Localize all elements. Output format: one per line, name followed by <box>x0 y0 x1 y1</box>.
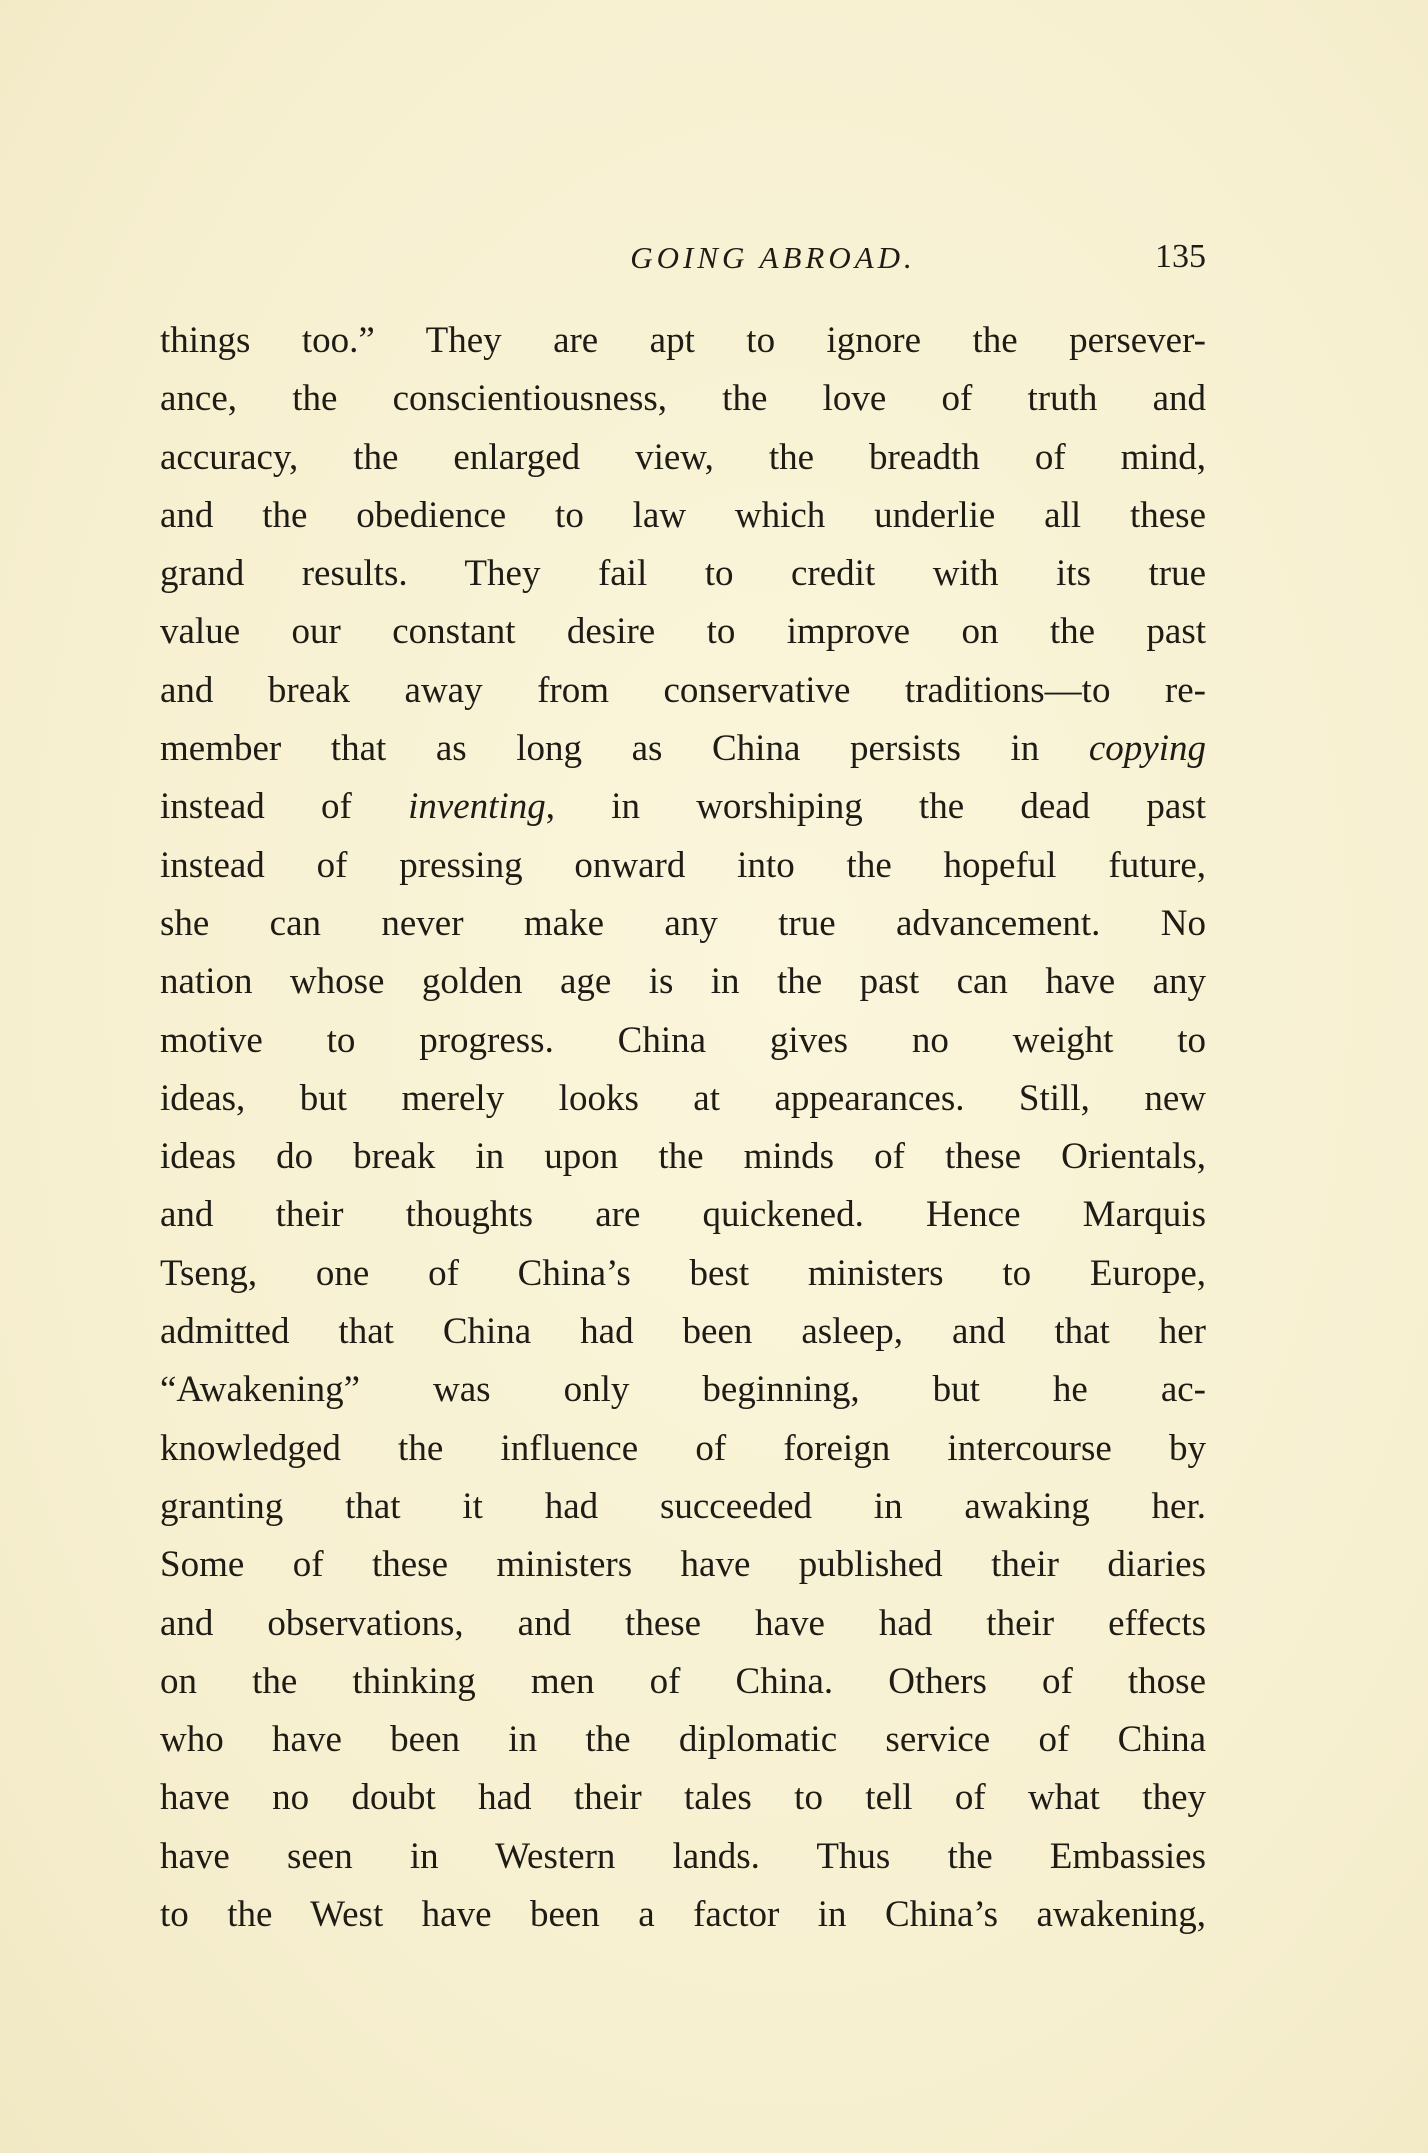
text-line-13: motive to progress. China gives no weight to <box>160 1019 1206 1061</box>
text-line-7: and break away from conservative traditions—to re- <box>160 669 1206 711</box>
text-line-15: ideas do break in upon the minds of these Orientals, <box>160 1136 1206 1178</box>
text-line-9-start: instead of <box>160 786 409 828</box>
text-line-12: nation whose golden age is in the past can have any <box>160 961 1206 1003</box>
text-line-8 <box>160 720 1206 778</box>
text-line-25: who have been in the diplomatic service of China <box>160 1719 1206 1761</box>
text-line-10: instead of pressing onward into the hopeful future, <box>160 844 1206 886</box>
text-line-6: value our constant desire to improve on the past <box>160 611 1206 653</box>
text-line-4: and the obedience to law which underlie all these <box>160 494 1206 536</box>
text-line-23: and observations, and these have had their effects <box>160 1602 1206 1644</box>
text-line-1: things too.” They are apt to ignore the persever- <box>160 320 1206 361</box>
text-line-3: accuracy, the enlarged view, the breadth of mind, <box>160 436 1206 478</box>
text-line-19: “Awakening” was only beginning, but he ac- <box>160 1369 1206 1411</box>
text-line-28: to the West have been a factor in China’s awakening, <box>160 1894 1206 1936</box>
text-line-21: granting that it had succeeded in awaking her. <box>160 1485 1206 1527</box>
text-line-8-start: member that as long as China persists in <box>160 728 1089 770</box>
text-line-11: she can never make any true advancement. No <box>160 902 1206 944</box>
text-line-9 <box>160 778 1206 836</box>
text-line-14: ideas, but merely looks at appearances. Still, new <box>160 1077 1206 1119</box>
text-line-26: have no doubt had their tales to tell of what they <box>160 1777 1206 1819</box>
running-title: GOING ABROAD. <box>630 240 916 275</box>
text-line-18: admitted that China had been asleep, and that her <box>160 1311 1206 1353</box>
text-line-24: on the thinking men of China. Others of those <box>160 1660 1206 1702</box>
page-number: 135 <box>1155 238 1206 275</box>
text-line-2: ance, the conscientiousness, the love of truth and <box>160 378 1206 420</box>
text-line-22: Some of these ministers have published their diaries <box>160 1544 1206 1586</box>
italic-copying: copying <box>1088 728 1206 770</box>
italic-inventing: inventing <box>408 786 546 828</box>
running-header <box>160 240 1206 290</box>
text-line-20: knowledged the influence of foreign intercourse by <box>160 1427 1206 1469</box>
text-line-5: grand results. They fail to credit with its true <box>160 553 1206 595</box>
text-line-16: and their thoughts are quickened. Hence Marquis <box>160 1194 1206 1236</box>
body-text <box>160 312 1206 1944</box>
text-line-27: have seen in Western lands. Thus the Embassies <box>160 1835 1206 1877</box>
text-line-9-end: , in worshiping the dead past <box>545 786 1206 828</box>
text-line-17: Tseng, one of China’s best ministers to Europe, <box>160 1252 1206 1294</box>
